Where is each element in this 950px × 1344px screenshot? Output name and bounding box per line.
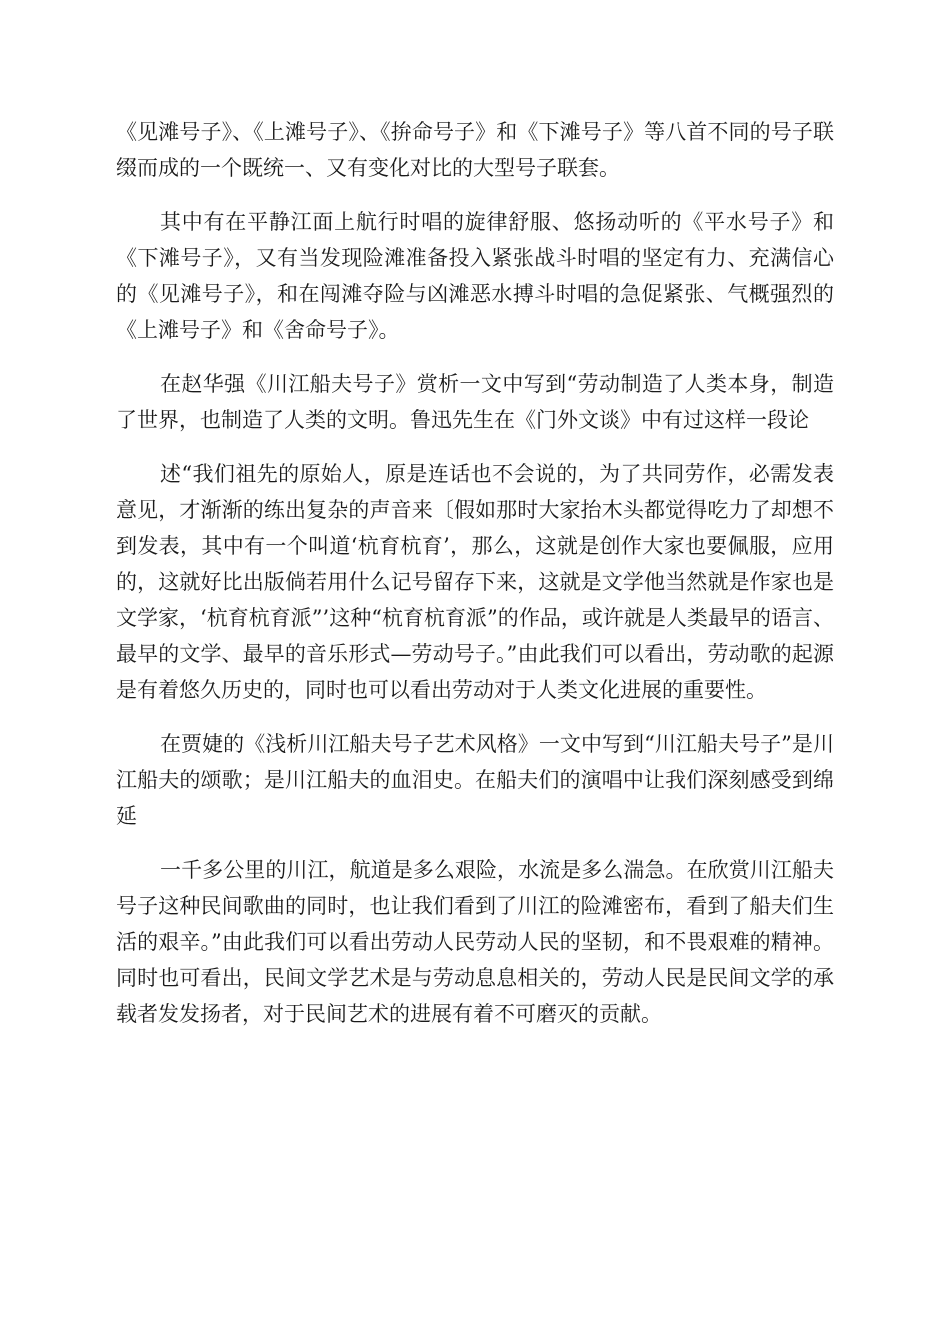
paragraph-4: 述“我们祖先的原始人，原是连话也不会说的，为了共同劳作，必需发表意见，才渐渐的练出复杂的声音来〔假如那时大家抬木头都觉得吃力了却想不到发表，其中有一个叫道‘杭育杭育’，那么，这就是创作大家也要佩服，应用的，这就好比出版倘若用什么记号留存下来，这就是文学他当然就是作家也是文学家，‘杭育杭育派”’这种“杭育杭育派”的作品，或许就是人类最早的语言、最早的文学、最早的音乐形式—劳动号子。”由此我们可以看出，劳动歌的起源是有着悠久历史的，同时也可以看出劳动对于人类文化进展的重要性。	[116, 462, 834, 702]
paragraph-1: 《见滩号子》、《上滩号子》、《拚命号子》和《下滩号子》等八首不同的号子联缀而成的一个既统一、又有变化对比的大型号子联套。	[116, 120, 834, 180]
paragraph-6: 一千多公里的川江，航道是多么艰险，水流是多么湍急。在欣赏川江船夫号子这种民间歌曲的同时，也让我们看到了川江的险滩密布，看到了船夫们生活的艰辛。”由此我们可以看出劳动人民劳动人民的坚韧，和不畏艰难的精神。同时也可看出，民间文学艺术是与劳动息息相关的，劳动人民是民间文学的承载者发发扬者，对于民间艺术的进展有着不可磨灭的贡献。	[116, 858, 834, 1026]
paragraph-3: 在赵华强《川江船夫号子》赏析一文中写到“劳动制造了人类本身，制造了世界，也制造了人类的文明。鲁迅先生在《门外文谈》中有过这样一段论	[116, 372, 834, 432]
paragraph-2: 其中有在平静江面上航行时唱的旋律舒服、悠扬动听的《平水号子》和《下滩号子》，又有当发现险滩准备投入紧张战斗时唱的坚定有力、充满信心的《见滩号子》，和在闯滩夺险与凶滩恶水搏斗时唱的急促紧张、气概强烈的《上滩号子》和《舍命号子》。	[116, 210, 834, 342]
paragraph-5: 在贾婕的《浅析川江船夫号子艺术风格》一文中写到“川江船夫号子”是川江船夫的颂歌；是川江船夫的血泪史。在船夫们的演唱中让我们深刻感受到绵延	[116, 732, 834, 828]
